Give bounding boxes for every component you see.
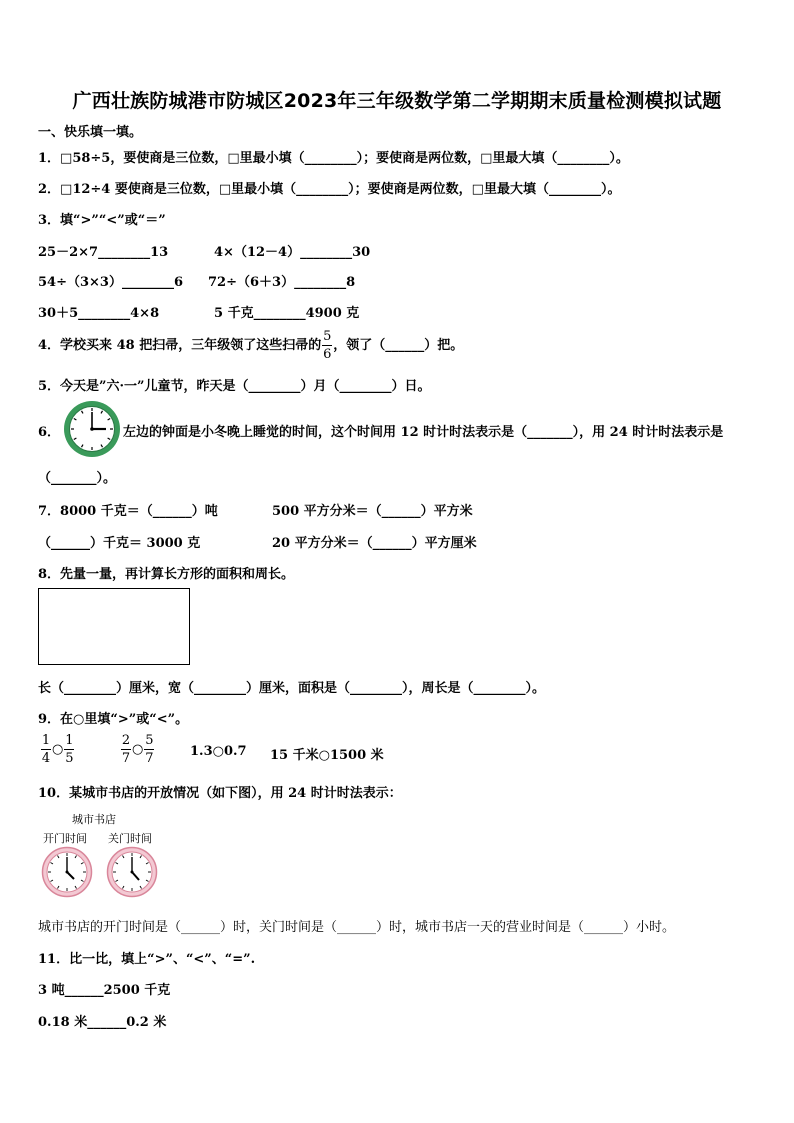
q9-circle-a: ○ [52, 742, 64, 757]
q3-item-a-right: 4×（12－4）________30 [214, 245, 371, 260]
q9-fraction-2 [64, 733, 74, 766]
page-title: 广西壮族防城港市防城区2023年三年级数学第二学期期末质量检测模拟试题 [72, 90, 722, 112]
q3-item-a-left: 25－2×7________13 [38, 245, 169, 260]
rectangle-figure [38, 588, 190, 665]
q9-fraction-4-den: 7 [145, 751, 154, 766]
q4-suffix: ，领了（______）把。 [333, 338, 464, 353]
q4-numerator: 5 [323, 329, 332, 344]
q9-fraction-3 [121, 733, 131, 766]
q4-fraction [322, 329, 332, 362]
q4-denominator: 6 [323, 347, 332, 362]
q9-fraction-1-num: 1 [41, 733, 51, 748]
q4-prefix: 4．学校买来 48 把扫帚，三年级领了这些扫帚的 [38, 338, 322, 353]
q9-fraction-2-den: 5 [65, 751, 74, 766]
q9-fraction-3-num: 2 [121, 733, 131, 748]
q9-fraction-4 [144, 733, 154, 766]
q9-fraction-4-num: 5 [145, 733, 154, 748]
question-9: 9．在○里填“>”或“<”。 [38, 712, 189, 727]
q9-fraction-1 [41, 733, 51, 766]
question-11: 11．比一比，填上“>”、“<”、“=”. [38, 952, 256, 967]
q9-item-a [40, 733, 75, 766]
question-2: 2．□12÷4 要使商是三位数，□里最小填（________）；要使商是两位数，□里最大填（________）。 [38, 182, 621, 197]
q9-circle-b: ○ [132, 742, 144, 757]
question-6-continued: （_______）。 [38, 471, 117, 486]
q7-item-a-right: 500 平方分米＝（______）平方米 [272, 504, 473, 519]
question-8-answer: 长（________）厘米，宽（________）厘米，面积是（________），周长是（________）。 [38, 681, 546, 696]
question-5: 5．今天是”六·一”儿童节，昨天是（________）月（________）日。 [38, 379, 431, 394]
question-10-answer: 城市书店的开门时间是（______）时，关门时间是（______）时，城市书店一天的营业时间是（______）小时。 [38, 920, 676, 935]
question-4 [38, 329, 463, 362]
section-heading: 一、快乐填一填。 [38, 125, 143, 140]
q9-item-d: 15 千米○1500 米 [270, 748, 384, 763]
q3-item-c-right: 5 千克________4900 克 [214, 306, 360, 321]
question-10: 10．某城市书店的开放情况（如下图），用 24 时计时法表示： [38, 786, 402, 801]
open-time-clock-icon [41, 846, 93, 898]
q6-number: 6． [38, 425, 61, 440]
q9-fraction-2-num: 1 [65, 733, 74, 748]
close-time-clock-icon [106, 846, 158, 898]
question-3: 3．填“>”“<”或“＝” [38, 213, 166, 228]
open-time-label: 开门时间 [43, 832, 87, 845]
q3-item-c-left: 30＋5________4×8 [38, 306, 160, 321]
q7-item-b-right: 20 平方分米＝（______）平方厘米 [272, 536, 477, 551]
q7-item-a-left: 7．8000 千克＝（______）吨 [38, 504, 218, 519]
question-8: 8．先量一量，再计算长方形的面积和周长。 [38, 567, 295, 582]
q11-item-b: 0.18 米______0.2 米 [38, 1015, 167, 1030]
q9-fraction-1-den: 4 [41, 751, 51, 766]
green-clock-icon [62, 399, 122, 459]
store-name-label: 城市书店 [72, 813, 116, 826]
question-6: 左边的钟面是小冬晚上睡觉的时间，这个时间用 12 时计时法表示是（_______），用 24 时计时法表示是 [123, 425, 724, 440]
q11-item-a: 3 吨______2500 千克 [38, 983, 171, 998]
q9-item-c: 1.3○0.7 [190, 744, 247, 759]
q7-item-b-left: （______）千克＝ 3000 克 [38, 536, 201, 551]
q9-fraction-3-den: 7 [121, 751, 131, 766]
close-time-label: 关门时间 [108, 832, 152, 845]
q3-item-b-left: 54÷（3×3）________6 [38, 275, 184, 290]
q3-item-b-right: 72÷（6＋3）________8 [208, 275, 356, 290]
question-1: 1．□58÷5，要使商是三位数，□里最小填（________）；要使商是两位数，□里最大填（________）。 [38, 151, 629, 166]
q9-item-b [120, 733, 155, 766]
